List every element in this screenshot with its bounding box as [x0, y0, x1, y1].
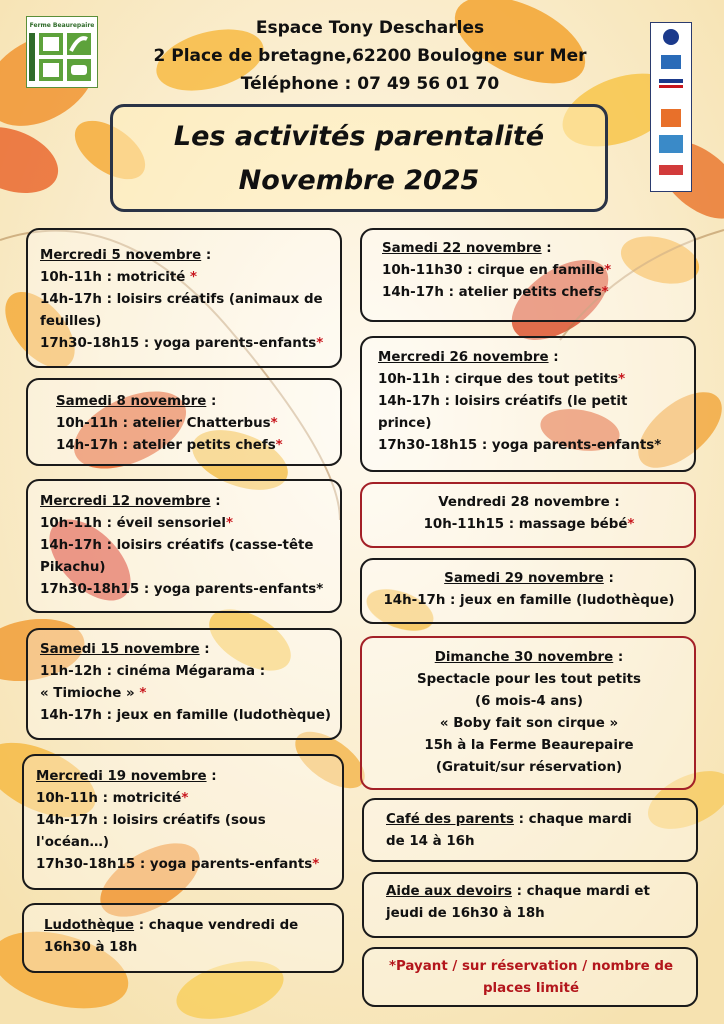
- star-mark: *: [139, 686, 147, 701]
- event-box-sat-29: [360, 558, 696, 624]
- event-text: (Gratuit/sur réservation): [435, 760, 623, 775]
- info-box-cafe-parents: [362, 798, 698, 862]
- event-box-sat-15: [26, 628, 342, 740]
- event-text: : motricité: [101, 270, 191, 285]
- event-time: 17h30-18h15: [36, 857, 136, 872]
- event-text: Spectacle pour les tout petits: [416, 672, 642, 687]
- event-date: Samedi 15 novembre: [40, 642, 200, 657]
- star-mark: *: [627, 517, 635, 532]
- event-text: : yoga parents-enfants*: [139, 582, 324, 597]
- star-mark: *: [312, 857, 320, 872]
- event-date: Samedi 8 novembre: [56, 394, 207, 409]
- star-mark: *: [225, 516, 233, 531]
- event-time: 14h-17h: [40, 708, 102, 723]
- info-title: Café des parents: [386, 812, 514, 827]
- event-text: : loisirs créatifs (casse-tête: [101, 538, 314, 553]
- date-colon: :: [210, 494, 221, 509]
- event-text: : cirque en famille: [462, 263, 605, 278]
- title-line-2: Novembre 2025: [238, 165, 480, 196]
- info-box-ludotheque: [22, 903, 344, 973]
- event-time: 14h-17h: [56, 438, 118, 453]
- info-title: Aide aux devoirs: [386, 884, 512, 899]
- star-mark: *: [618, 372, 626, 387]
- event-time: 10h-11h: [40, 270, 102, 285]
- event-text: : jeux en famille (ludothèque): [445, 593, 675, 608]
- info-text: : chaque vendredi de: [134, 918, 299, 933]
- event-box-sat-8: [26, 378, 342, 466]
- event-box-sun-30: [360, 636, 696, 790]
- event-time: 17h30-18h15: [378, 438, 478, 453]
- event-text: : loisirs créatifs (sous: [97, 813, 266, 828]
- event-date: Vendredi 28 novembre: [438, 495, 610, 510]
- star-mark: *: [316, 336, 324, 351]
- event-time: 10h-11h: [36, 791, 98, 806]
- info-box-aide-devoirs: [362, 872, 698, 938]
- info-text: : chaque mardi et: [511, 884, 650, 899]
- header-contact: [120, 14, 620, 98]
- page-title: [110, 104, 608, 212]
- event-text: : cirque des tout petits: [439, 372, 619, 387]
- star-mark: *: [601, 285, 609, 300]
- event-time: 10h-11h: [56, 416, 118, 431]
- info-text: 16h30 à 18h: [44, 940, 138, 955]
- event-time: 17h30-18h15: [40, 582, 140, 597]
- date-colon: :: [613, 650, 624, 665]
- event-text: (6 mois-4 ans): [474, 694, 583, 709]
- event-text: 15h à la Ferme Beaurepaire: [424, 738, 634, 753]
- event-time: 10h-11h15: [423, 517, 505, 532]
- event-time: 14h-17h: [378, 394, 440, 409]
- event-time: 11h-12h: [40, 664, 102, 679]
- event-text: : yoga parents-enfants*: [477, 438, 662, 453]
- event-text: : éveil sensoriel: [101, 516, 226, 531]
- event-text: : massage bébé: [504, 517, 628, 532]
- event-text: : atelier petits chefs: [443, 285, 602, 300]
- date-colon: :: [603, 571, 614, 586]
- partner-logos: [650, 22, 692, 192]
- event-box-sat-22: [360, 228, 696, 322]
- event-text: : loisirs créatifs (le petit: [439, 394, 628, 409]
- event-date: Mercredi 12 novembre: [40, 494, 211, 509]
- date-colon: :: [206, 394, 217, 409]
- event-text: feuilles): [40, 314, 102, 329]
- event-time: 10h-11h: [378, 372, 440, 387]
- event-date: Mercredi 26 novembre: [378, 350, 549, 365]
- event-box-wed-12: [26, 479, 342, 613]
- event-box-wed-19: [22, 754, 344, 890]
- date-colon: :: [541, 241, 552, 256]
- star-mark: *: [275, 438, 283, 453]
- note-line-1: *Payant / sur réservation / nombre de: [388, 959, 674, 974]
- svg-text:Ferme Beaurepaire: Ferme Beaurepaire: [29, 22, 95, 29]
- info-text: de 14 à 16h: [386, 834, 475, 849]
- event-date: Mercredi 5 novembre: [40, 248, 202, 263]
- date-colon: :: [548, 350, 559, 365]
- event-text: : cinéma Mégarama :: [101, 664, 266, 679]
- event-text: : atelier Chatterbus: [117, 416, 271, 431]
- event-box-fri-28: [360, 482, 696, 548]
- center-name: Espace Tony Descharles: [255, 18, 485, 38]
- star-mark: *: [604, 263, 612, 278]
- reservation-note: [362, 947, 698, 1007]
- info-text: : chaque mardi: [513, 812, 632, 827]
- title-line-1: Les activités parentalité: [173, 121, 545, 152]
- event-text: « Boby fait son cirque »: [439, 716, 619, 731]
- event-text: prince): [378, 416, 432, 431]
- event-time: 14h-17h: [36, 813, 98, 828]
- event-text: : jeux en famille (ludothèque): [101, 708, 332, 723]
- date-colon: :: [201, 248, 212, 263]
- center-address: 2 Place de bretagne,62200 Boulogne sur Mer: [153, 46, 587, 66]
- event-date: Samedi 29 novembre: [444, 571, 604, 586]
- event-time: 14h-17h: [383, 593, 446, 608]
- event-box-wed-26: [360, 336, 696, 472]
- star-mark: *: [270, 416, 278, 431]
- date-colon: :: [199, 642, 210, 657]
- star-mark: *: [190, 270, 198, 285]
- event-time: 10h-11h30: [382, 263, 463, 278]
- event-text: : motricité: [97, 791, 182, 806]
- event-time: 14h-17h: [382, 285, 444, 300]
- event-text: : yoga parents-enfants: [135, 857, 313, 872]
- date-colon: :: [206, 769, 217, 784]
- event-text: : loisirs créatifs (animaux de: [101, 292, 323, 307]
- event-time: 17h30-18h15: [40, 336, 140, 351]
- event-time: 14h-17h: [40, 538, 102, 553]
- star-mark: *: [181, 791, 189, 806]
- event-date: Dimanche 30 novembre: [434, 650, 614, 665]
- event-text: : yoga parents-enfants: [139, 336, 317, 351]
- info-title: Ludothèque: [44, 918, 135, 933]
- event-date: Mercredi 19 novembre: [36, 769, 207, 784]
- event-text: « Timioche »: [40, 686, 140, 701]
- event-time: 10h-11h: [40, 516, 102, 531]
- event-box-wed-5: [26, 228, 342, 368]
- event-text: Pikachu): [40, 560, 106, 575]
- center-phone: Téléphone : 07 49 56 01 70: [240, 74, 500, 94]
- event-text: : atelier petits chefs: [117, 438, 276, 453]
- event-date: Samedi 22 novembre: [382, 241, 542, 256]
- date-colon: :: [609, 495, 620, 510]
- event-text: l'océan…): [36, 835, 109, 850]
- event-time: 14h-17h: [40, 292, 102, 307]
- note-line-2: places limité: [482, 981, 580, 996]
- info-text: jeudi de 16h30 à 18h: [386, 906, 545, 921]
- ferme-beaurepaire-logo: [26, 16, 98, 88]
